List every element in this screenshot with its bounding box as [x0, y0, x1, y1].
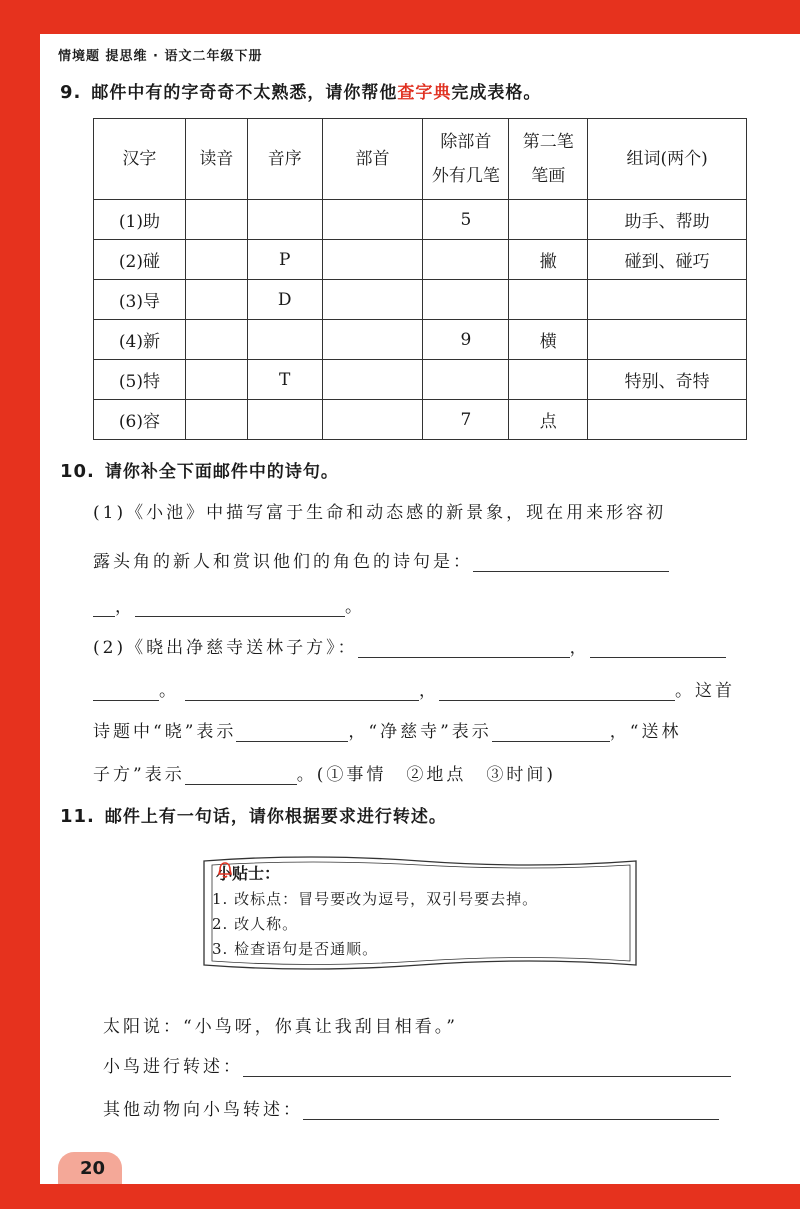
q11-others-line: 其他动物向小鸟转述：: [103, 1095, 719, 1120]
cell-radical[interactable]: [322, 240, 423, 280]
answer-blank[interactable]: [590, 639, 726, 658]
cell-reading[interactable]: [185, 280, 247, 320]
q10-p1-line2: 露头角的新人和赏识他们的角色的诗句是：: [93, 547, 669, 572]
cell-strokes[interactable]: [423, 240, 509, 280]
cell-second-stroke[interactable]: 点: [509, 400, 588, 440]
table-header-row: [94, 119, 747, 200]
cell-char: (4)新: [94, 320, 186, 360]
cell-radical[interactable]: [322, 400, 423, 440]
table-row: [94, 400, 747, 440]
cell-yinxu[interactable]: [247, 320, 322, 360]
q10-p1-line3: ， 。: [93, 592, 365, 617]
col-header-strokes: 除部首 外有几笔: [423, 119, 509, 200]
cell-words[interactable]: 特别、奇特: [588, 360, 747, 400]
cell-yinxu[interactable]: P: [247, 240, 322, 280]
q11-heading: [60, 802, 447, 827]
answer-blank[interactable]: [492, 723, 610, 742]
tips-box: [200, 855, 640, 975]
cell-strokes[interactable]: [423, 280, 509, 320]
col-header-words: 组词(两个): [588, 119, 747, 200]
q11-quote: 太阳说：“小鸟呀，你真让我刮目相看。”: [103, 1017, 458, 1037]
answer-blank[interactable]: [303, 1101, 719, 1120]
cell-radical[interactable]: [322, 360, 423, 400]
tips-title: 小贴士：: [216, 864, 281, 883]
cell-words[interactable]: [588, 400, 747, 440]
cell-second-stroke[interactable]: [509, 200, 588, 240]
dictionary-table: [93, 118, 747, 440]
col-header-yinxu: 音序: [247, 119, 322, 200]
q9-text-after: 完成表格。: [451, 83, 542, 103]
q10-p2-line2: 。 ， 。这首: [93, 676, 735, 701]
answer-blank[interactable]: [185, 682, 419, 701]
cell-reading[interactable]: [185, 320, 247, 360]
answer-blank[interactable]: [236, 723, 348, 742]
answer-blank[interactable]: [93, 682, 159, 701]
q11-number: 11.: [60, 806, 95, 827]
cell-char: (1)助: [94, 200, 186, 240]
cell-strokes[interactable]: [423, 360, 509, 400]
cell-second-stroke[interactable]: [509, 280, 588, 320]
q10-heading: [60, 457, 339, 482]
cell-strokes[interactable]: 5: [423, 200, 509, 240]
col-header-reading: 读音: [185, 119, 247, 200]
cell-char: (2)碰: [94, 240, 186, 280]
col-header-char: 汉字: [94, 119, 186, 200]
q10-p2-line1: (2)《晓出净慈寺送林子方》： ，: [93, 633, 726, 658]
table-row: [94, 240, 747, 280]
bottom-border: [0, 1184, 800, 1209]
q10-p2-line3: 诗题中“晓”表示 ，“净慈寺”表示 ，“送林: [93, 722, 682, 742]
answer-blank[interactable]: [185, 766, 297, 785]
q11-bird-line: 小鸟进行转述：: [103, 1052, 731, 1077]
table-row: [94, 360, 747, 400]
cell-words[interactable]: [588, 320, 747, 360]
cell-radical[interactable]: [322, 280, 423, 320]
tip-item: 2. 改人称。: [212, 915, 299, 933]
cell-second-stroke[interactable]: [509, 360, 588, 400]
q10-p1-line1: (1)《小池》中描写富于生命和动态感的新景象，现在用来形容初: [93, 503, 667, 523]
running-header: 情境题 提思维 · 语文二年级下册: [58, 49, 263, 64]
page-number: 20: [80, 1158, 106, 1179]
table-row: [94, 200, 747, 240]
tip-item: 3. 检查语句是否通顺。: [212, 940, 379, 958]
cell-words[interactable]: [588, 280, 747, 320]
cell-strokes[interactable]: 9: [423, 320, 509, 360]
q11-title: 邮件上有一句话，请你根据要求进行转述。: [104, 807, 447, 827]
tip-item: 1. 改标点：冒号要改为逗号，双引号要去掉。: [212, 890, 539, 908]
cell-yinxu[interactable]: [247, 200, 322, 240]
cell-reading[interactable]: [185, 200, 247, 240]
cell-second-stroke[interactable]: 横: [509, 320, 588, 360]
answer-blank[interactable]: [439, 682, 675, 701]
answer-blank[interactable]: [243, 1058, 731, 1077]
cell-words[interactable]: 碰到、碰巧: [588, 240, 747, 280]
cell-radical[interactable]: [322, 200, 423, 240]
cell-reading[interactable]: [185, 240, 247, 280]
cell-char: (6)容: [94, 400, 186, 440]
cell-yinxu[interactable]: [247, 400, 322, 440]
cell-words[interactable]: 助手、帮助: [588, 200, 747, 240]
cell-yinxu[interactable]: D: [247, 280, 322, 320]
q9-number: 9.: [60, 82, 82, 103]
table-row: [94, 280, 747, 320]
cell-reading[interactable]: [185, 360, 247, 400]
q9-text-before: 邮件中有的字奇奇不太熟悉，请你帮他: [91, 83, 398, 103]
answer-blank[interactable]: [473, 553, 669, 572]
cell-reading[interactable]: [185, 400, 247, 440]
answer-blank[interactable]: [358, 639, 570, 658]
cell-second-stroke[interactable]: 撇: [509, 240, 588, 280]
answer-blank[interactable]: [93, 598, 115, 617]
q10-p2-line4: 子方”表示 。(①事情 ②地点 ③时间): [93, 765, 556, 785]
q9-heading: [60, 78, 541, 103]
q10-number: 10.: [60, 461, 95, 482]
cell-char: (5)特: [94, 360, 186, 400]
col-header-second-stroke: 第二笔 笔画: [509, 119, 588, 200]
cell-radical[interactable]: [322, 320, 423, 360]
q10-title: 请你补全下面邮件中的诗句。: [104, 462, 339, 482]
answer-blank[interactable]: [135, 598, 345, 617]
table-row: [94, 320, 747, 360]
q9-text-highlight: 查字典: [397, 83, 452, 103]
cell-yinxu[interactable]: T: [247, 360, 322, 400]
cell-char: (3)导: [94, 280, 186, 320]
col-header-radical: 部首: [322, 119, 423, 200]
cell-strokes[interactable]: 7: [423, 400, 509, 440]
